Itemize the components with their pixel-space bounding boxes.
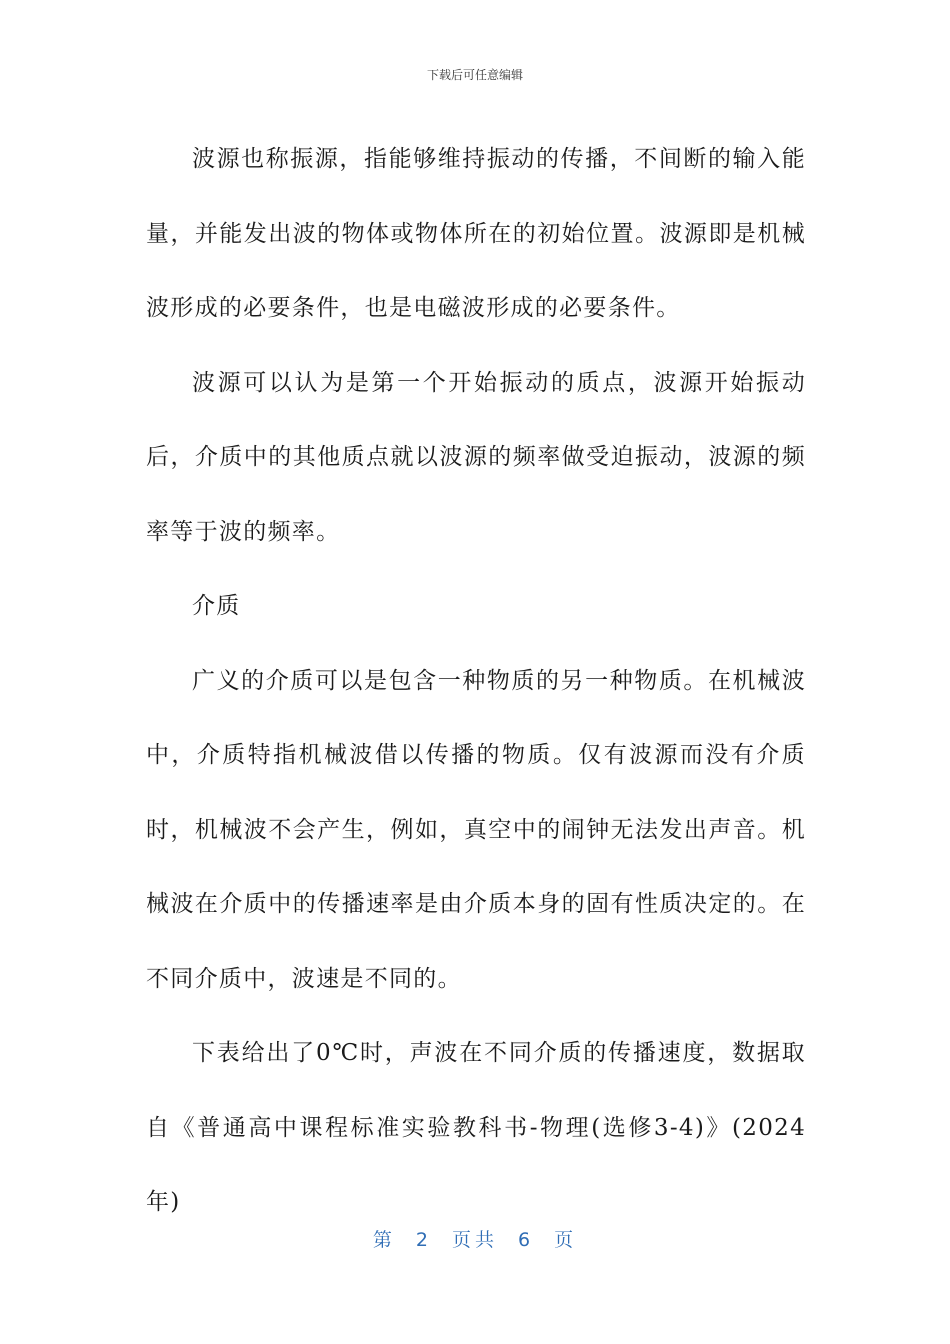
page-header: 下载后可任意编辑 [426, 68, 523, 82]
paragraph-table-intro: 下表给出了0℃时，声波在不同介质的传播速度，数据取自《普通高中课程标准实验教科书-物理(选修3-4)》(2024年) [146, 1040, 806, 1215]
document-body [146, 122, 806, 1240]
section-heading-medium: 介质 [192, 593, 241, 619]
paragraph-wave-source: 波源也称振源，指能够维持振动的传播，不间断的输入能量，并能发出波的物体或物体所在的初始位置。波源即是机械波形成的必要条件，也是电磁波形成的必要条件。 [146, 146, 806, 321]
paragraph-first-particle: 波源可以认为是第一个开始振动的质点，波源开始振动后，介质中的其他质点就以波源的频率做受迫振动，波源的频率等于波的频率。 [146, 369, 806, 545]
paragraph-medium-definition: 广义的介质可以是包含一种物质的另一种物质。在机械波中，介质特指机械波借以传播的物质。仅有波源而没有介质时，机械波不会产生，例如，真空中的闹钟无法发出声音。机械波在介质中的传播速率是由介质本身的固有性质决定的。在不同介质中，波速是不同的。 [146, 667, 806, 992]
page-number-footer: 第 2 页共 6 页 [372, 1229, 578, 1251]
